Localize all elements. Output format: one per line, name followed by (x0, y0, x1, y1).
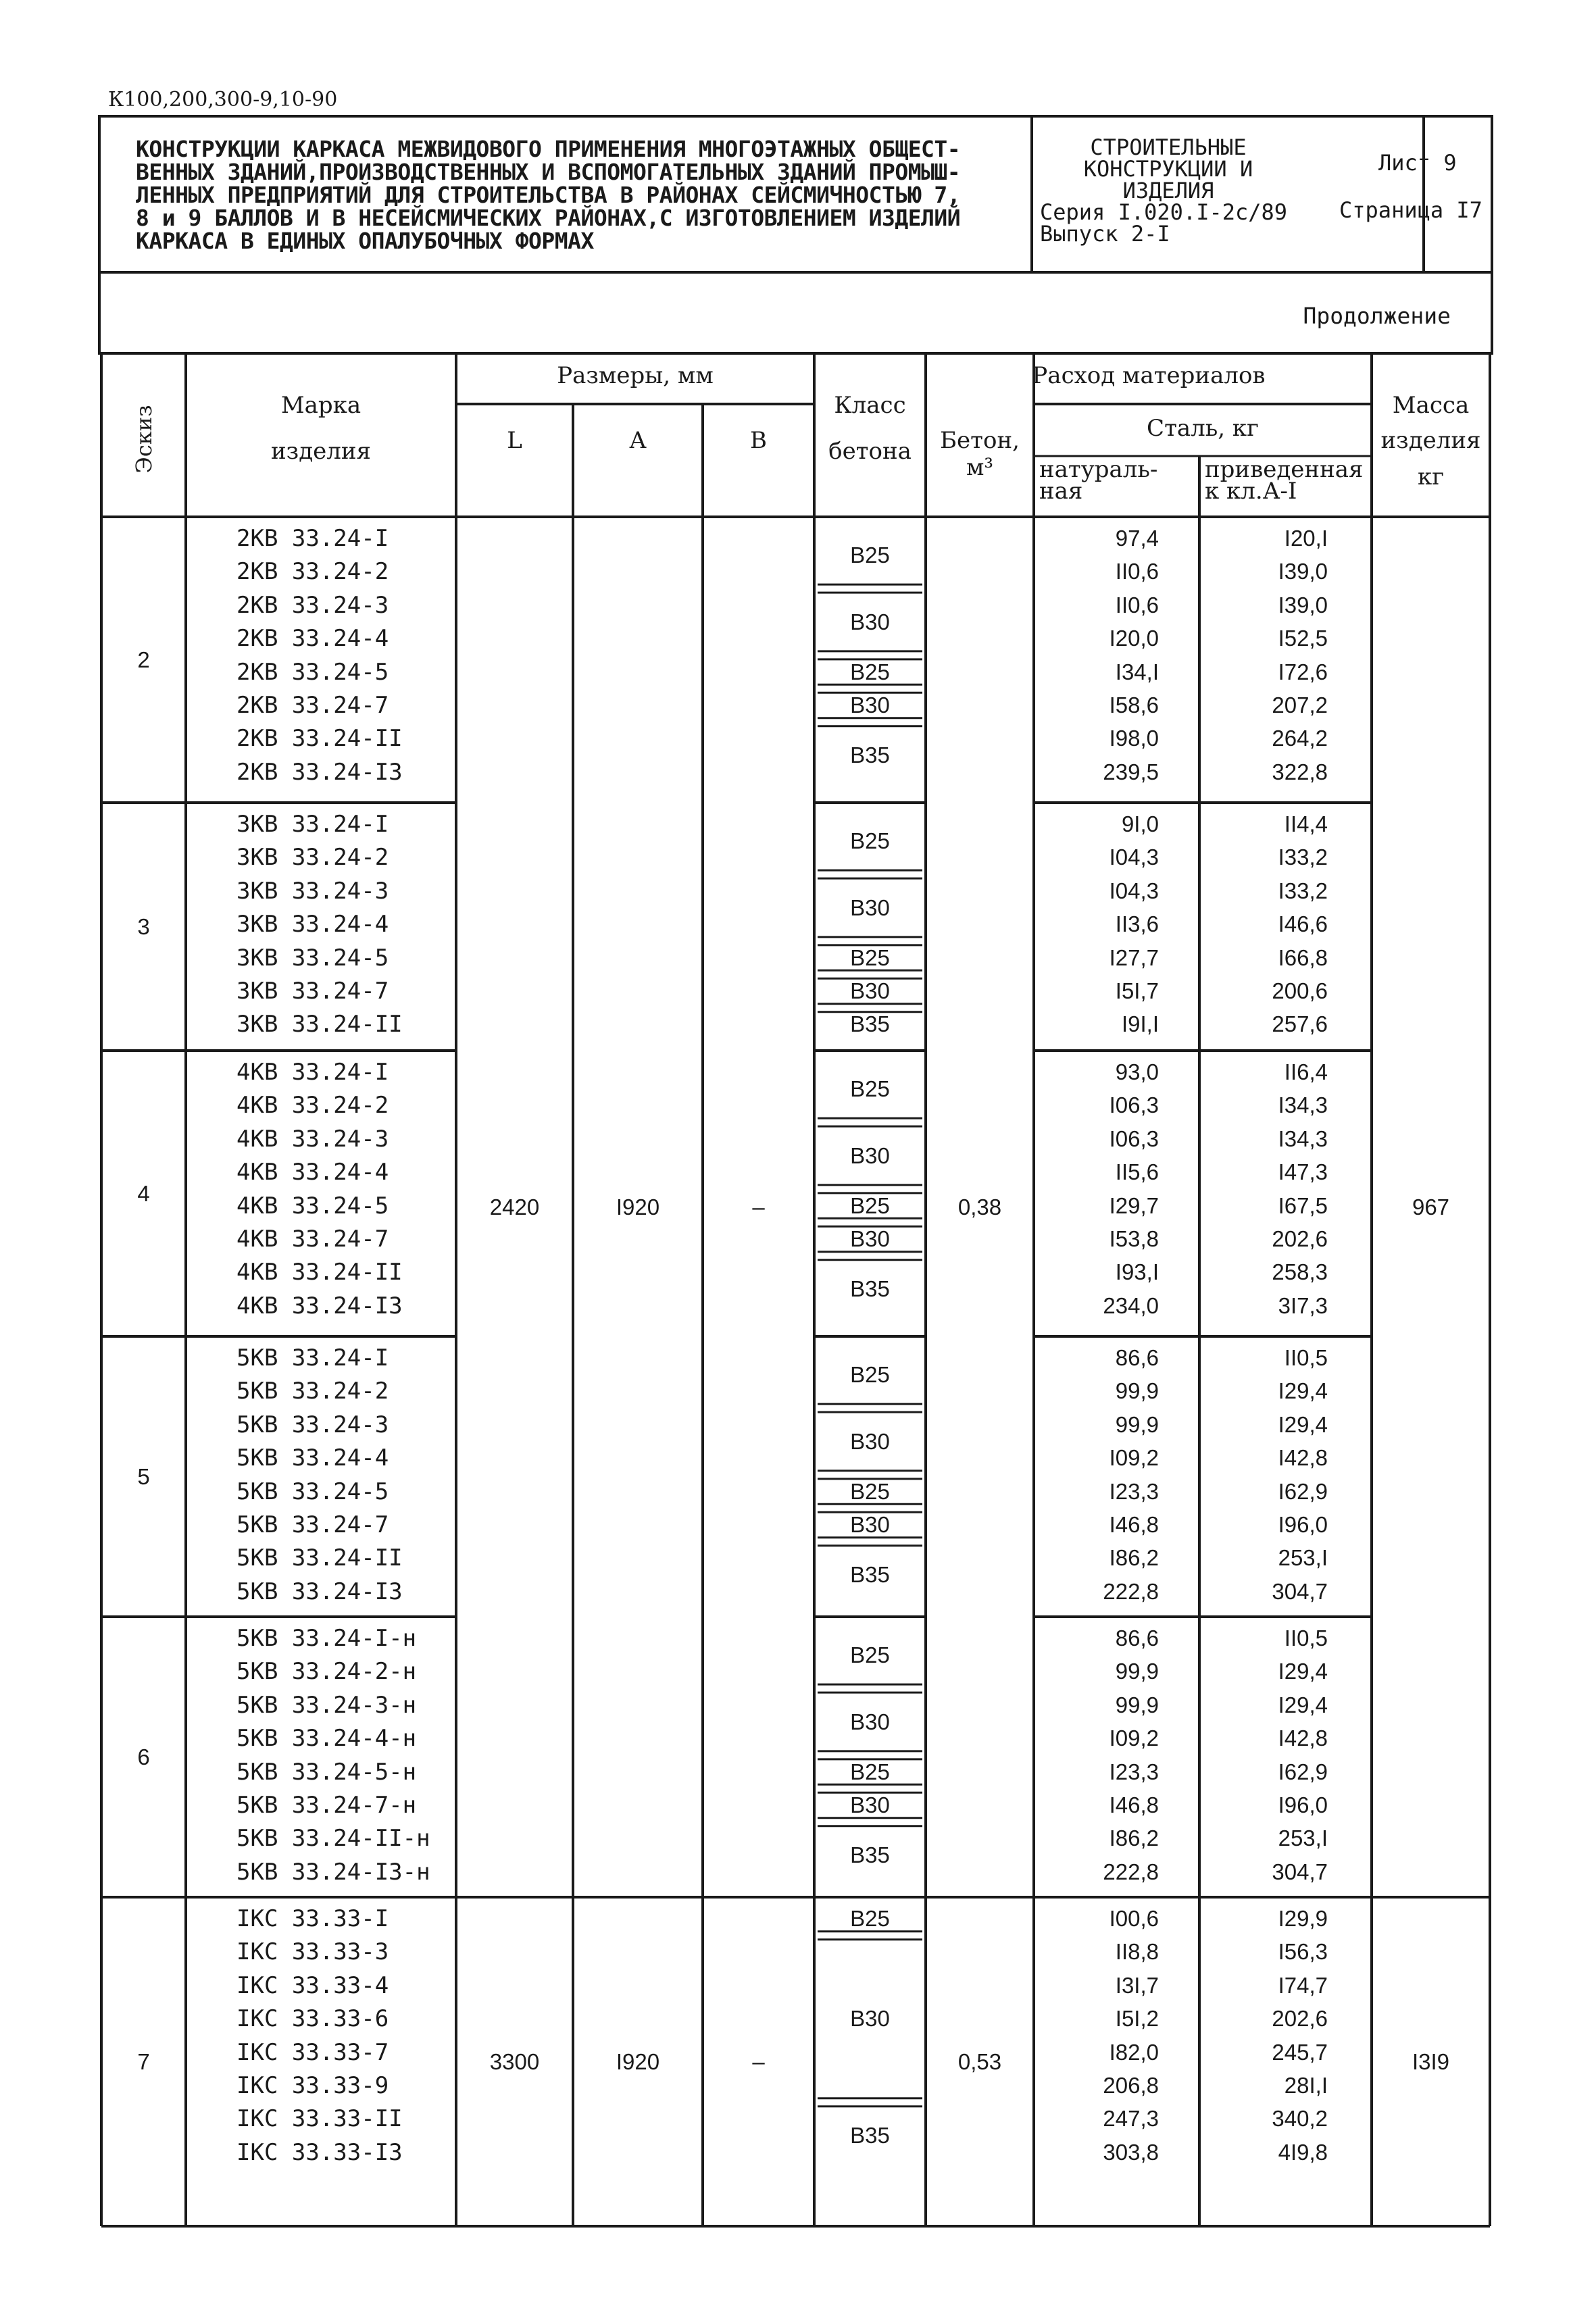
dimension-L: 2420 (489, 1194, 540, 1219)
steel-reduced-value: 3I7,3 (1278, 1292, 1328, 1318)
steel-reduced-value: I29,4 (1278, 1378, 1328, 1404)
product-mark: 4КВ 33.24-4 (236, 1159, 389, 1186)
product-mark: 5КВ 33.24-7-н (236, 1792, 417, 1819)
steel-natural-value: I82,0 (1109, 2039, 1159, 2065)
concrete-class: В35 (850, 1562, 890, 1588)
title-line: КОНСТРУКЦИИ КАРКАСА МЕЖВИДОВОГО ПРИМЕНЕНИЯ МНОГОЭТАЖНЫХ ОБЩЕСТ- (136, 136, 961, 162)
column-header-class: Класс (834, 392, 906, 419)
product-mark: 5КВ 33.24-II-н (236, 1825, 430, 1853)
steel-natural-value: 239,5 (1103, 759, 1159, 784)
sketch-number: 4 (137, 1180, 150, 1206)
steel-reduced-value: I96,0 (1278, 1792, 1328, 1817)
concrete-class: В30 (850, 1709, 890, 1734)
steel-natural-value: I98,0 (1109, 726, 1159, 751)
steel-reduced-value: I72,6 (1278, 659, 1328, 684)
product-mark: IКС 33.33-6 (236, 2005, 389, 2033)
steel-reduced-value: I34,3 (1278, 1092, 1328, 1118)
steel-natural-value: 99,9 (1115, 1692, 1159, 1717)
steel-reduced-value: I20,I (1284, 526, 1328, 551)
steel-natural-value: 93,0 (1115, 1059, 1159, 1084)
steel-natural-value: II5,6 (1115, 1159, 1159, 1185)
steel-natural-value: I27,7 (1109, 945, 1159, 970)
title-line: ВЕННЫХ ЗДАНИЙ,ПРОИЗВОДСТВЕННЫХ И ВСПОМОГАТЕЛЬНЫХ ЗДАНИЙ ПРОМЫШ- (136, 159, 961, 185)
concrete-class: В25 (850, 1361, 890, 1387)
sheet-number: Лист 9 (1378, 150, 1457, 176)
steel-reduced-value: 304,7 (1272, 1859, 1328, 1884)
concrete-volume: 0,38 (957, 1194, 1002, 1219)
column-header-mark: Марка (280, 392, 361, 419)
product-mass: I3I9 (1412, 2048, 1450, 2074)
steel-reduced-value: II0,5 (1284, 1626, 1328, 1651)
concrete-class: В25 (850, 1076, 890, 1101)
product-mark: 2КВ 33.24-II (236, 725, 403, 753)
steel-reduced-value: 4I9,8 (1278, 2139, 1328, 2165)
concrete-class: В35 (850, 1276, 890, 1302)
product-mark: 2КВ 33.24-5 (236, 658, 389, 686)
product-mark: 5КВ 33.24-3-н (236, 1691, 417, 1719)
dimension-B: – (752, 1194, 765, 1219)
column-header-mass: Масса (1392, 392, 1470, 419)
column-header-reduced: приведенная (1205, 456, 1364, 483)
steel-reduced-value: 257,6 (1272, 1011, 1328, 1037)
steel-natural-value: I34,I (1115, 659, 1159, 684)
steel-reduced-value: I52,5 (1278, 626, 1328, 651)
steel-natural-value: I23,3 (1109, 1478, 1159, 1504)
steel-natural-value: I86,2 (1109, 1826, 1159, 1851)
steel-reduced-value: 202,6 (1272, 2006, 1328, 2032)
product-mark: 4КВ 33.24-II (236, 1259, 403, 1286)
steel-natural-value: 247,3 (1103, 2106, 1159, 2132)
concrete-class: В30 (850, 2006, 890, 2032)
concrete-class: В30 (850, 693, 890, 718)
steel-reduced-value: I42,8 (1278, 1726, 1328, 1751)
product-mark: IКС 33.33-9 (236, 2072, 389, 2099)
steel-natural-value: II3,6 (1115, 911, 1159, 937)
steel-natural-value: II0,6 (1115, 592, 1159, 618)
concrete-class: В35 (850, 1011, 890, 1037)
product-mark: 5КВ 33.24-4-н (236, 1725, 417, 1753)
product-mark: IКС 33.33-I (236, 1905, 389, 1932)
title-line: 8 и 9 БАЛЛОВ И В НЕСЕЙСМИЧЕСКИХ РАЙОНАХ,С ИЗГОТОВЛЕНИЕМ ИЗДЕЛИЙ (136, 205, 961, 231)
steel-reduced-value: I96,0 (1278, 1512, 1328, 1537)
product-mark: 3КВ 33.24-I (236, 811, 389, 838)
steel-reduced-value: 245,7 (1272, 2039, 1328, 2065)
concrete-class: В25 (850, 1642, 890, 1667)
steel-natural-value: 222,8 (1103, 1859, 1159, 1884)
product-mark: 5КВ 33.24-I (236, 1344, 389, 1372)
product-mark: 2КВ 33.24-2 (236, 558, 389, 586)
steel-reduced-value: I42,8 (1278, 1445, 1328, 1471)
concrete-volume: 0,53 (957, 2048, 1002, 2074)
steel-reduced-value: I46,6 (1278, 911, 1328, 937)
steel-reduced-value: 28I,I (1284, 2073, 1328, 2098)
concrete-class: В25 (850, 828, 890, 853)
series-number: Серия I.020.I-2с/89 (1040, 199, 1288, 225)
steel-reduced-value: I39,0 (1278, 592, 1328, 618)
steel-natural-value: I04,3 (1109, 845, 1159, 870)
steel-reduced-value: II0,5 (1284, 1345, 1328, 1370)
steel-natural-value: I9I,I (1121, 1011, 1159, 1037)
concrete-class: В25 (850, 945, 890, 970)
product-mark: 5КВ 33.24-2 (236, 1378, 389, 1405)
column-header-L: L (507, 427, 522, 454)
product-mark: IКС 33.33-3 (236, 1938, 389, 1966)
product-mark: 5КВ 33.24-5-н (236, 1758, 417, 1786)
product-mark: IКС 33.33-7 (236, 2038, 389, 2066)
series-line: ИЗДЕЛИЯ (1122, 178, 1214, 203)
column-header-mass: кг (1417, 463, 1445, 491)
concrete-class: В30 (850, 978, 890, 1003)
steel-natural-value: I5I,2 (1115, 2006, 1159, 2032)
steel-natural-value: 234,0 (1103, 1292, 1159, 1318)
sketch-number: 2 (137, 647, 150, 672)
sketch-number: 6 (137, 1744, 150, 1769)
steel-natural-value: II8,8 (1115, 1939, 1159, 1965)
steel-reduced-value: I29,4 (1278, 1692, 1328, 1717)
steel-reduced-value: I74,7 (1278, 1972, 1328, 1998)
steel-reduced-value: I67,5 (1278, 1192, 1328, 1218)
steel-natural-value: I00,6 (1109, 1906, 1159, 1931)
steel-reduced-value: I34,3 (1278, 1126, 1328, 1151)
steel-natural-value: 86,6 (1115, 1345, 1159, 1370)
steel-natural-value: 303,8 (1103, 2139, 1159, 2165)
steel-reduced-value: I29,4 (1278, 1411, 1328, 1437)
column-header-class: бетона (828, 438, 912, 465)
concrete-class: В25 (850, 1192, 890, 1218)
product-mark: 5КВ 33.24-3 (236, 1411, 389, 1438)
steel-reduced-value: I62,9 (1278, 1759, 1328, 1784)
steel-reduced-value: I33,2 (1278, 845, 1328, 870)
column-header-mass: изделия (1380, 427, 1481, 454)
steel-natural-value: I5I,7 (1115, 978, 1159, 1003)
concrete-class: В30 (850, 1142, 890, 1168)
sketch-number: 3 (137, 913, 150, 939)
steel-natural-value: I23,3 (1109, 1759, 1159, 1784)
steel-reduced-value: I39,0 (1278, 559, 1328, 584)
concrete-class: В30 (850, 609, 890, 634)
steel-reduced-value: I47,3 (1278, 1159, 1328, 1185)
concrete-class: В35 (850, 2123, 890, 2148)
column-header-natural: натураль- (1039, 456, 1158, 483)
steel-natural-value: I04,3 (1109, 878, 1159, 903)
product-mark: 4КВ 33.24-I (236, 1059, 389, 1086)
steel-natural-value: I86,2 (1109, 1545, 1159, 1571)
column-header-steel: Сталь, кг (1147, 415, 1259, 442)
concrete-class: В30 (850, 1792, 890, 1817)
concrete-class: В25 (850, 542, 890, 568)
concrete-class: В25 (850, 1906, 890, 1931)
steel-natural-value: I06,3 (1109, 1126, 1159, 1151)
steel-reduced-value: I29,4 (1278, 1659, 1328, 1684)
product-mark: 2КВ 33.24-4 (236, 625, 389, 653)
product-mark: IКС 33.33-4 (236, 1971, 389, 1999)
product-mass: 967 (1412, 1194, 1450, 1219)
page-number: Страница I7 (1339, 197, 1482, 223)
steel-reduced-value: I29,9 (1278, 1906, 1328, 1931)
steel-natural-value: I53,8 (1109, 1226, 1159, 1251)
steel-natural-value: I09,2 (1109, 1445, 1159, 1471)
column-header-B: В (750, 427, 767, 454)
steel-natural-value: I46,8 (1109, 1792, 1159, 1817)
product-mark: 3КВ 33.24-3 (236, 877, 389, 905)
series-line: КОНСТРУКЦИИ И (1083, 156, 1253, 182)
steel-natural-value: 206,8 (1103, 2073, 1159, 2098)
document-code: К100,200,300-9,10-90 (108, 88, 338, 111)
column-header-mark: изделия (271, 438, 371, 465)
column-header-materials: Расход материалов (1032, 362, 1266, 389)
product-mark: 3КВ 33.24-2 (236, 844, 389, 872)
steel-reduced-value: 258,3 (1272, 1259, 1328, 1285)
steel-natural-value: I58,6 (1109, 693, 1159, 718)
series-line: СТРОИТЕЛЬНЫЕ (1090, 134, 1247, 160)
steel-reduced-value: 200,6 (1272, 978, 1328, 1003)
steel-natural-value: 97,4 (1115, 526, 1159, 551)
product-mark: 4КВ 33.24-3 (236, 1125, 389, 1153)
steel-natural-value: 99,9 (1115, 1411, 1159, 1437)
product-mark: 5КВ 33.24-II (236, 1544, 403, 1572)
steel-natural-value: I46,8 (1109, 1512, 1159, 1537)
column-header-sizes: Размеры, мм (557, 362, 714, 389)
product-mark: 3КВ 33.24-5 (236, 944, 389, 972)
sketch-number: 7 (137, 2048, 150, 2074)
steel-natural-value: 99,9 (1115, 1378, 1159, 1404)
product-mark: IКС 33.33-I3 (236, 2138, 403, 2166)
issue-number: Выпуск 2-I (1040, 221, 1170, 247)
concrete-class: В25 (850, 659, 890, 684)
product-mark: 5КВ 33.24-7 (236, 1511, 389, 1538)
sketch-number: 5 (137, 1463, 150, 1489)
product-mark: 3КВ 33.24-4 (236, 911, 389, 938)
column-header-concrete: Бетон, (940, 427, 1020, 454)
product-mark: 5КВ 33.24-4 (236, 1444, 389, 1472)
column-header-concrete-unit: м³ (966, 454, 994, 481)
steel-natural-value: I20,0 (1109, 626, 1159, 651)
steel-reduced-value: 253,I (1278, 1545, 1328, 1571)
product-mark: 3КВ 33.24-7 (236, 978, 389, 1005)
steel-reduced-value: I62,9 (1278, 1478, 1328, 1504)
steel-reduced-value: II6,4 (1284, 1059, 1328, 1084)
product-mark: 5КВ 33.24-2-н (236, 1658, 417, 1686)
steel-natural-value: 9I,0 (1121, 811, 1159, 836)
continuation-label: Продолжение (1303, 303, 1451, 329)
product-mark: 3КВ 33.24-II (236, 1011, 403, 1038)
product-mark: 2КВ 33.24-I3 (236, 758, 403, 786)
steel-natural-value: I3I,7 (1115, 1972, 1159, 1998)
steel-natural-value: I93,I (1115, 1259, 1159, 1285)
dimension-A: I920 (616, 1194, 660, 1219)
steel-natural-value: 222,8 (1103, 1578, 1159, 1604)
steel-reduced-value: 264,2 (1272, 726, 1328, 751)
concrete-class: В30 (850, 1428, 890, 1454)
steel-reduced-value: I56,3 (1278, 1939, 1328, 1965)
product-mark: 4КВ 33.24-7 (236, 1226, 389, 1253)
steel-reduced-value: I33,2 (1278, 878, 1328, 903)
concrete-class: В30 (850, 1226, 890, 1251)
concrete-class: В25 (850, 1478, 890, 1504)
concrete-class: В35 (850, 743, 890, 768)
steel-natural-value: 86,6 (1115, 1626, 1159, 1651)
product-mark: 5КВ 33.24-I3 (236, 1578, 403, 1605)
product-mark: 5КВ 33.24-5 (236, 1478, 389, 1505)
steel-reduced-value: 304,7 (1272, 1578, 1328, 1604)
product-mark: 5КВ 33.24-I-н (236, 1625, 417, 1652)
concrete-class: В35 (850, 1842, 890, 1868)
dimension-L: 3300 (489, 2048, 540, 2074)
concrete-class: В30 (850, 1512, 890, 1537)
steel-reduced-value: I66,8 (1278, 945, 1328, 970)
product-mark: 4КВ 33.24-I3 (236, 1292, 403, 1319)
column-header-natural: ная (1039, 478, 1083, 505)
steel-natural-value: I09,2 (1109, 1726, 1159, 1751)
dimension-B: – (752, 2048, 765, 2074)
steel-natural-value: I29,7 (1109, 1192, 1159, 1218)
product-mark: 5КВ 33.24-I3-н (236, 1858, 430, 1886)
steel-natural-value: 99,9 (1115, 1659, 1159, 1684)
dimension-A: I920 (616, 2048, 660, 2074)
title-line: КАРКАСА В ЕДИНЫХ ОПАЛУБОЧНЫХ ФОРМАХ (136, 228, 594, 254)
product-mark: IКС 33.33-II (236, 2105, 403, 2133)
steel-reduced-value: 202,6 (1272, 1226, 1328, 1251)
column-header-A: А (629, 427, 647, 454)
steel-natural-value: II0,6 (1115, 559, 1159, 584)
steel-natural-value: I06,3 (1109, 1092, 1159, 1118)
column-header-sketch: Эскиз (130, 405, 157, 474)
title-line: ЛЕННЫХ ПРЕДПРИЯТИЙ ДЛЯ СТРОИТЕЛЬСТВА В РАЙОНАХ СЕЙСМИЧНОСТЬЮ 7, (136, 182, 961, 208)
steel-reduced-value: 322,8 (1272, 759, 1328, 784)
steel-reduced-value: II4,4 (1284, 811, 1328, 836)
concrete-class: В25 (850, 1759, 890, 1784)
product-mark: 4КВ 33.24-2 (236, 1092, 389, 1120)
product-mark: 4КВ 33.24-5 (236, 1192, 389, 1219)
steel-reduced-value: 340,2 (1272, 2106, 1328, 2132)
steel-reduced-value: 253,I (1278, 1826, 1328, 1851)
steel-reduced-value: 207,2 (1272, 693, 1328, 718)
product-mark: 2КВ 33.24-3 (236, 591, 389, 619)
product-mark: 2КВ 33.24-7 (236, 692, 389, 719)
column-header-reduced: к кл.А-I (1205, 478, 1297, 505)
concrete-class: В30 (850, 895, 890, 920)
product-mark: 2КВ 33.24-I (236, 525, 389, 552)
